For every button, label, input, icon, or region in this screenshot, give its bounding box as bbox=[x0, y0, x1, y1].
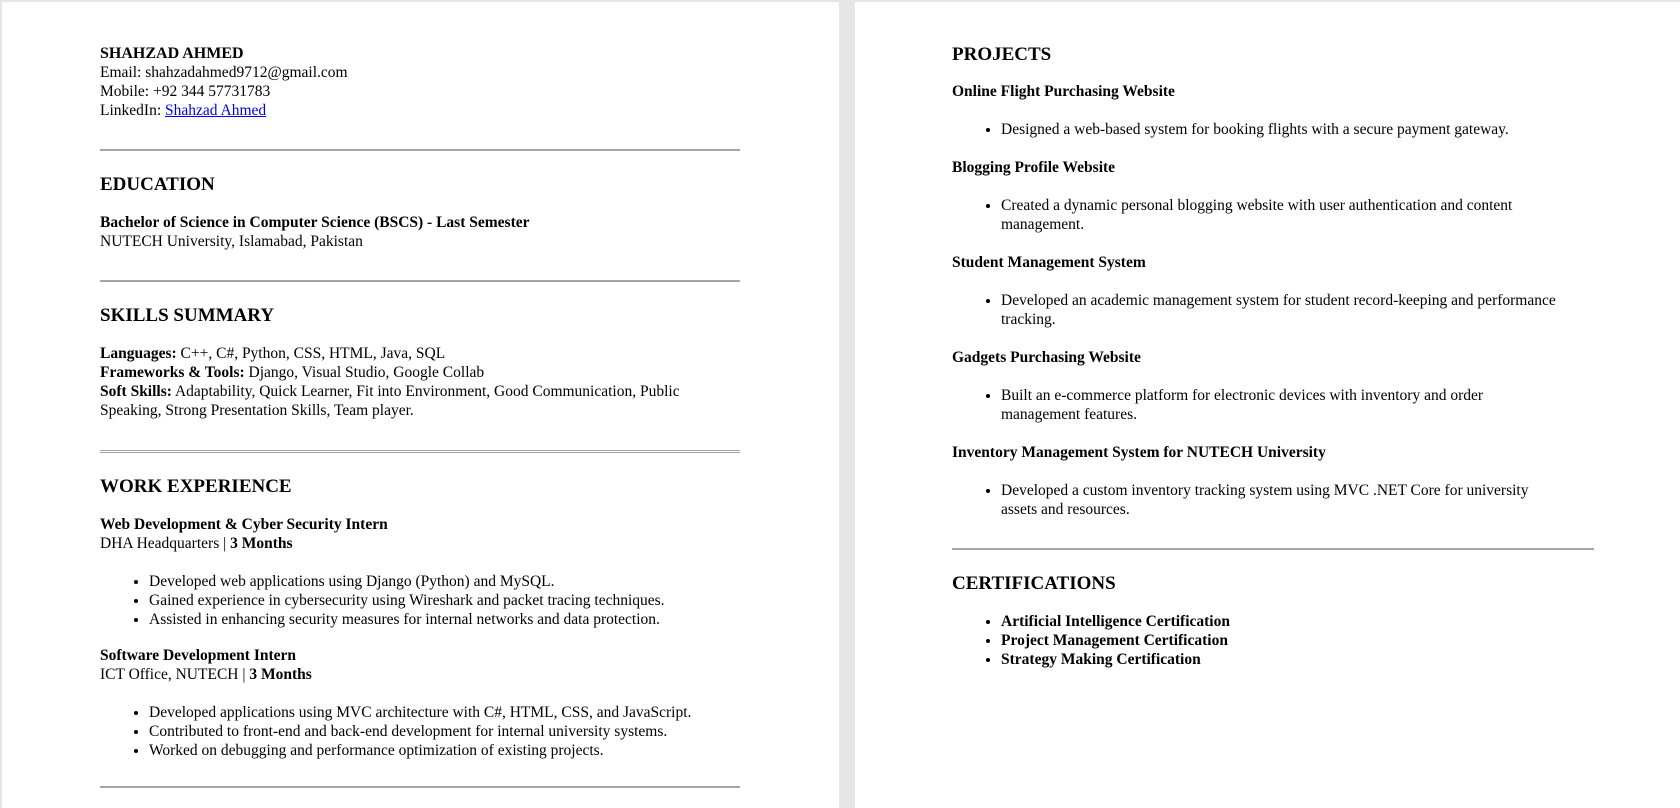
project-bullets bbox=[952, 386, 1594, 424]
job-entry bbox=[100, 515, 740, 629]
projects-heading: PROJECTS bbox=[952, 44, 1052, 65]
job-org bbox=[100, 665, 740, 684]
section-divider bbox=[100, 786, 740, 788]
job-org-name: DHA Headquarters | bbox=[100, 535, 231, 552]
project-bullets bbox=[952, 291, 1594, 329]
project-bullets bbox=[952, 196, 1594, 234]
skills-soft-continued: Speaking, Strong Presentation Skills, Team player. bbox=[100, 402, 414, 419]
list-item: • Gained experience in cybersecurity using Wireshark and packet tracing techniques. bbox=[149, 591, 740, 610]
certifications-heading: CERTIFICATIONS bbox=[952, 573, 1116, 594]
education-heading: EDUCATION bbox=[100, 174, 215, 195]
list-item bbox=[1001, 481, 1594, 519]
list-item: • Assisted in enhancing security measures for internal networks and data protection. bbox=[149, 610, 740, 629]
languages-value: C++, C#, Python, CSS, HTML, Java, SQL bbox=[180, 345, 446, 362]
job-org bbox=[100, 534, 740, 553]
list-item bbox=[1001, 386, 1594, 424]
project-bullets bbox=[952, 481, 1594, 519]
job-bullets bbox=[100, 572, 740, 629]
frameworks-value: Django, Visual Studio, Google Collab bbox=[248, 364, 485, 381]
list-item: • Artificial Intelligence Certification bbox=[1001, 612, 1594, 631]
institution: NUTECH University, Islamabad, Pakistan bbox=[100, 233, 363, 250]
skills-heading: SKILLS SUMMARY bbox=[100, 305, 275, 326]
soft-skills-label: Soft Skills: bbox=[100, 383, 172, 400]
project-description-continued: management features. bbox=[1001, 406, 1137, 423]
list-item bbox=[1001, 291, 1594, 329]
list-item: • Project Management Certification bbox=[1001, 631, 1594, 650]
project-title: Student Management System bbox=[952, 254, 1146, 271]
project-bullets bbox=[952, 120, 1594, 139]
project-title: Gadgets Purchasing Website bbox=[952, 349, 1141, 366]
project-description: • Created a dynamic personal blogging website with user authentication and content bbox=[1001, 197, 1513, 214]
email-line bbox=[100, 63, 740, 82]
project-entry bbox=[952, 158, 1594, 253]
degree-title: Bachelor of Science in Computer Science (BSCS) - Last Semester bbox=[100, 214, 530, 231]
list-item: • Contributed to front-end and back-end development for internal university systems. bbox=[149, 722, 740, 741]
document-page-1 bbox=[2, 2, 839, 808]
skills-soft bbox=[100, 382, 740, 401]
job-entry bbox=[100, 646, 740, 760]
skills-languages bbox=[100, 344, 740, 363]
page-2-content bbox=[952, 44, 1594, 669]
list-item bbox=[1001, 196, 1594, 234]
project-description: • Built an e-commerce platform for electronic devices with inventory and order bbox=[1001, 387, 1484, 404]
project-entry bbox=[952, 443, 1594, 519]
project-entry bbox=[952, 348, 1594, 443]
project-description: • Developed a custom inventory tracking system using MVC .NET Core for university bbox=[1001, 482, 1529, 499]
job-duration: 3 Months bbox=[249, 666, 312, 683]
mobile-label: Mobile: bbox=[100, 83, 150, 100]
project-title: Online Flight Purchasing Website bbox=[952, 83, 1175, 100]
project-title: Inventory Management System for NUTECH University bbox=[952, 444, 1326, 461]
candidate-name: SHAHZAD AHMED bbox=[100, 45, 244, 62]
email-value: shahzadahmed9712@gmail.com bbox=[145, 64, 348, 81]
job-org-name: ICT Office, NUTECH | bbox=[100, 666, 250, 683]
contact-block bbox=[100, 44, 740, 120]
email-label: Email: bbox=[100, 64, 142, 81]
project-description: • Developed an academic management system for student record-keeping and performance bbox=[1001, 292, 1556, 309]
list-item: • Strategy Making Certification bbox=[1001, 650, 1594, 669]
list-item: • Worked on debugging and performance optimization of existing projects. bbox=[149, 741, 740, 760]
list-item: • Developed web applications using Django (Python) and MySQL. bbox=[149, 572, 740, 591]
linkedin-line bbox=[100, 101, 740, 120]
mobile-line bbox=[100, 82, 740, 101]
frameworks-label: Frameworks & Tools: bbox=[100, 364, 245, 381]
soft-skills-value: Adaptability, Quick Learner, Fit into Environment, Good Communication, Public bbox=[174, 383, 680, 400]
project-entry bbox=[952, 253, 1594, 348]
project-entry bbox=[952, 82, 1594, 158]
mobile-value: +92 344 57731783 bbox=[152, 83, 271, 100]
document-page-2 bbox=[855, 2, 1680, 808]
project-description-continued: assets and resources. bbox=[1001, 501, 1130, 518]
project-description-continued: management. bbox=[1001, 216, 1085, 233]
certifications-list bbox=[952, 612, 1594, 669]
skills-frameworks bbox=[100, 363, 740, 382]
linkedin-label: LinkedIn: bbox=[100, 102, 162, 119]
experience-heading: WORK EXPERIENCE bbox=[100, 476, 292, 497]
project-description-continued: tracking. bbox=[1001, 311, 1056, 328]
list-item bbox=[1001, 120, 1594, 139]
linkedin-link[interactable]: Shahzad Ahmed bbox=[165, 102, 267, 119]
list-item: • Developed applications using MVC architecture with C#, HTML, CSS, and JavaScript. bbox=[149, 703, 740, 722]
languages-label: Languages: bbox=[100, 345, 177, 362]
project-title: Blogging Profile Website bbox=[952, 159, 1116, 176]
job-title: Web Development & Cyber Security Intern bbox=[100, 516, 388, 533]
project-description: Designed a web-based system for booking flights with a secure payment gateway. bbox=[1001, 121, 1509, 138]
job-title: Software Development Intern bbox=[100, 647, 297, 664]
page-1-content bbox=[100, 44, 740, 788]
job-duration: 3 Months bbox=[230, 535, 293, 552]
job-bullets bbox=[100, 703, 740, 760]
